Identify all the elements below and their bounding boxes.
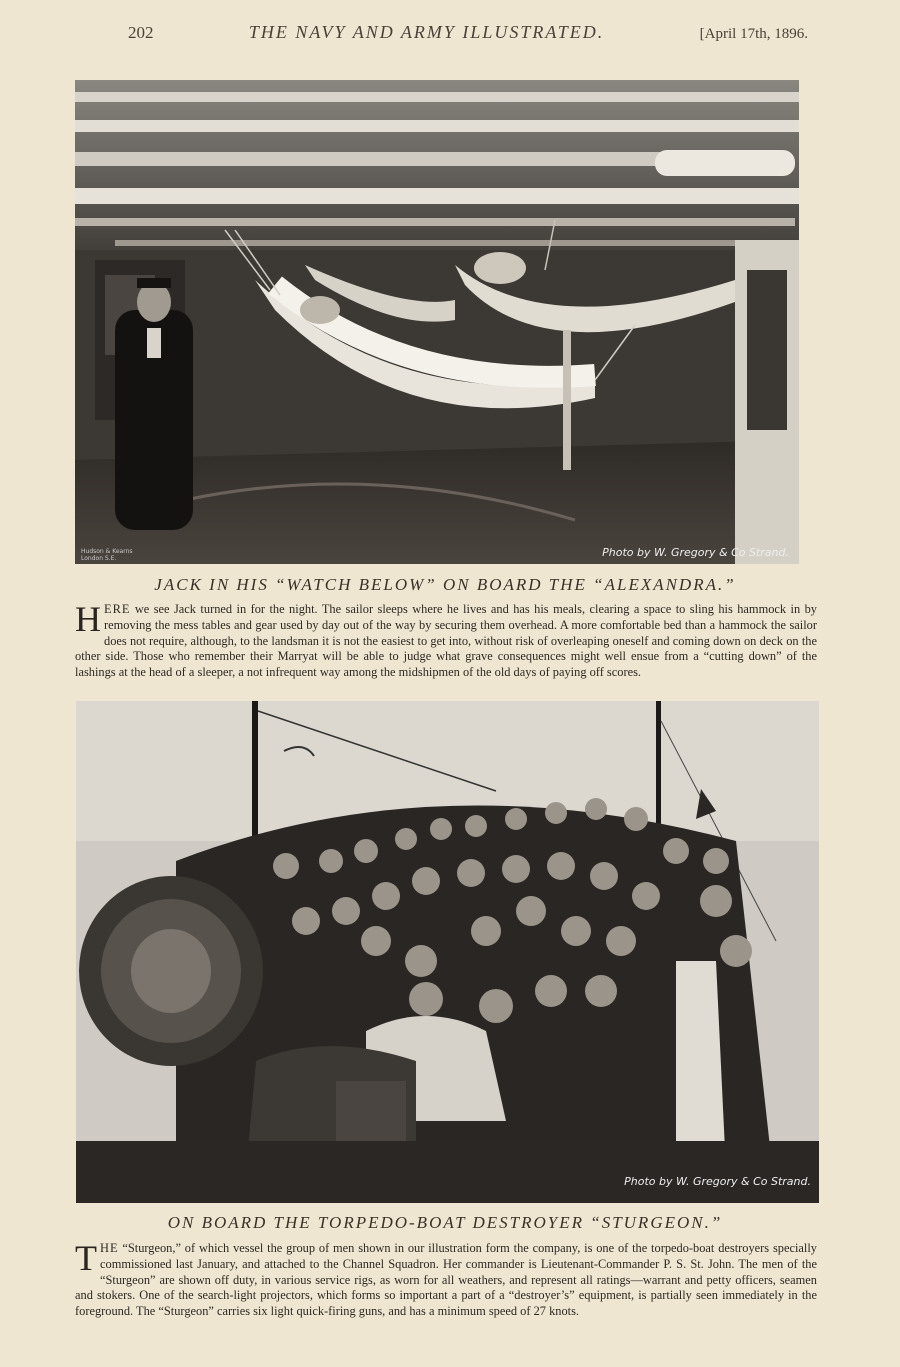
- caption-hammocks: JACK IN HIS “WATCH BELOW” ON BOARD THE “ALEXANDRA.”: [154, 575, 736, 594]
- page-header: [128, 22, 808, 46]
- article-crew: [75, 1238, 817, 1320]
- photo-crew-image: [76, 701, 819, 1203]
- photo-hammocks-image: [75, 80, 799, 564]
- publication-title: THE NAVY AND ARMY ILLUSTRATED.: [248, 22, 605, 42]
- article-body: we see Jack turned in for the night. The sailor sleeps where he lives and has his meals, clearing a space to sling his hammock in by removing the mess tables and gear used by day out of the way by securing them overhead. A more comfortable bed than a hammock the sailor does not require, although, to the landsman it is not the easiest to get into, without risk of overleaping oneself and coming down on deck on the other side. Those who remember their Marryat will be able to judge what grave consequences might well ensue from a “cutting down” of the lashings at the head of a sleeper, a not infrequent way among the midshipmen of the old days of paying off scores.: [75, 602, 817, 680]
- photo-crew: [76, 701, 819, 1203]
- photo-credit: Photo by W. Gregory & Co Strand.: [624, 1175, 811, 1188]
- drop-cap: H: [75, 599, 101, 639]
- article-body: “Sturgeon,” of which vessel the group of men shown in our illustration form the company, is one of the torpedo-boat destroyers specially commissioned last January, and attached to the Channel Squadron. Her commander is Lieutenant-Commander P. S. St. John. The men of the “Sturgeon” are shown off duty, in various service rigs, as worn for all weathers, and represent all ratings—warrant and petty officers, seamen and stokers. One of the search-light projectors, which forms so important a part of a “destroyer’s” equipment, is partially seen immediately in the foreground. The “Sturgeon” carries six light quick-firing guns, and has a minimum speed of 27 knots.: [75, 1241, 817, 1319]
- lead-word: ERE: [104, 602, 131, 616]
- article-hammocks: [75, 599, 817, 681]
- page-number: 202: [128, 23, 154, 42]
- drop-cap: T: [75, 1238, 97, 1278]
- engraver-mark: Hudson & Kearns London S.E.: [81, 548, 133, 562]
- lead-word: HE: [100, 1241, 119, 1255]
- issue-date: [April 17th, 1896.: [699, 26, 808, 42]
- caption-crew: ON BOARD THE TORPEDO-BOAT DESTROYER “STURGEON.”: [167, 1213, 723, 1232]
- photo-credit: Photo by W. Gregory & Co Strand.: [602, 546, 789, 559]
- photo-hammocks: [75, 80, 799, 564]
